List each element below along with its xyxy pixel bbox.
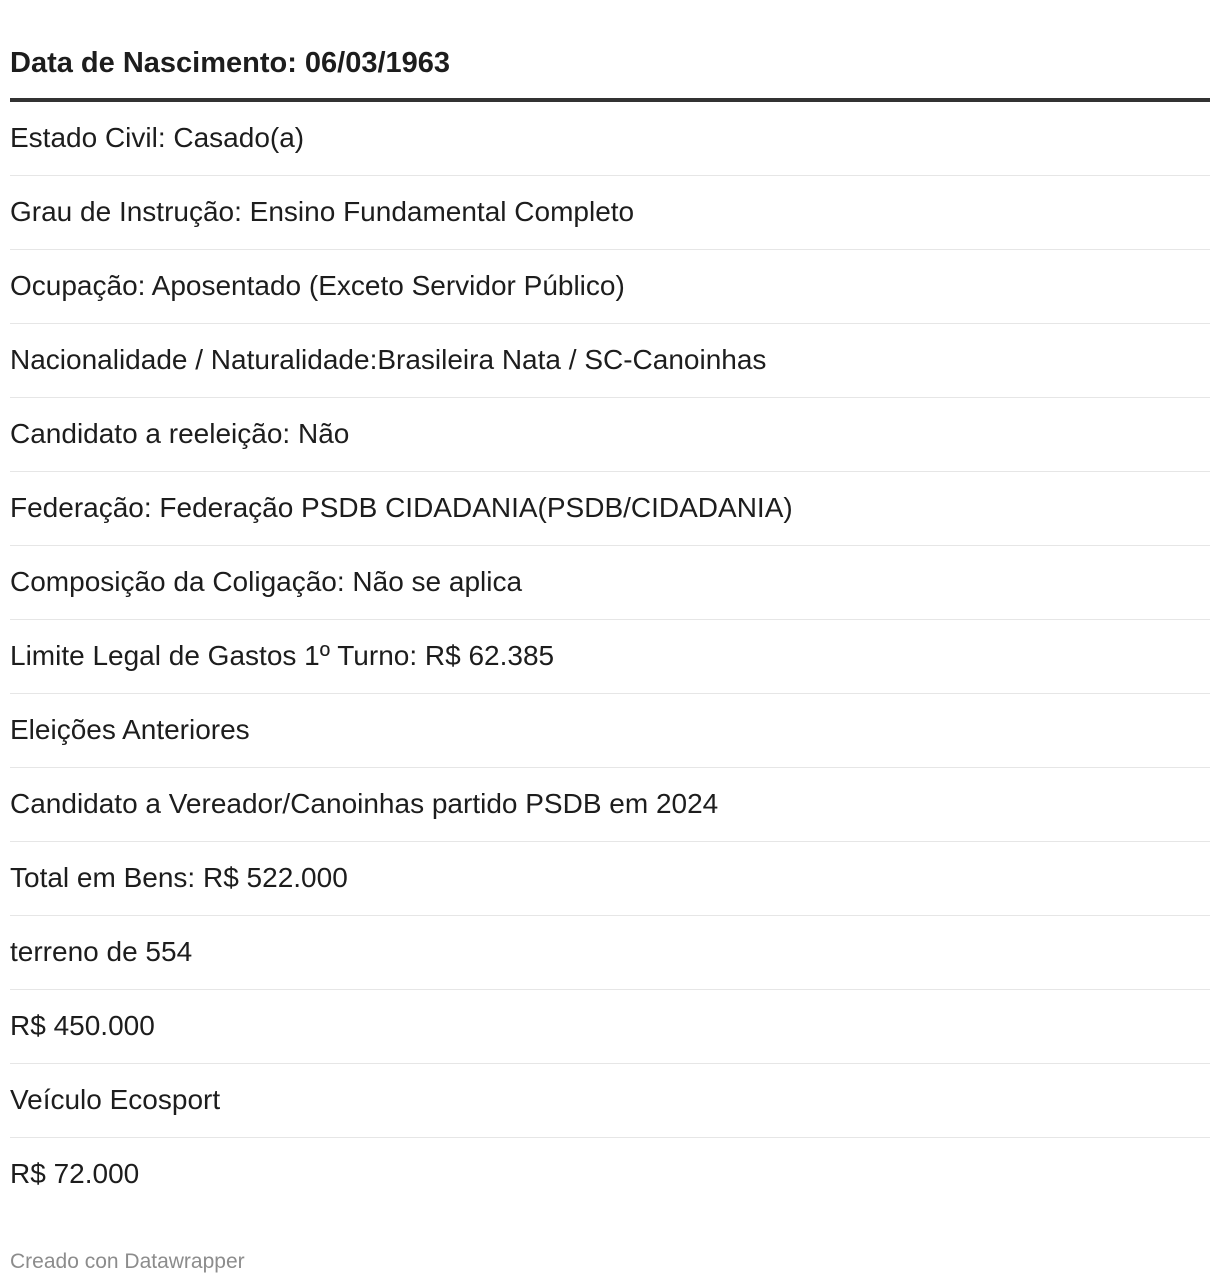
table-cell: Grau de Instrução: Ensino Fundamental Completo xyxy=(10,196,635,227)
datawrapper-credit[interactable]: Creado con Datawrapper xyxy=(10,1250,245,1273)
table-row xyxy=(10,102,1210,176)
table-cell: Federação: Federação PSDB CIDADANIA(PSDB/CIDADANIA) xyxy=(10,492,793,523)
table-row xyxy=(10,990,1210,1064)
table-cell: Ocupação: Aposentado (Exceto Servidor Público) xyxy=(10,270,625,301)
table-header xyxy=(10,0,1210,102)
table-cell: Composição da Coligação: Não se aplica xyxy=(10,566,523,597)
table-cell: R$ 450.000 xyxy=(10,1010,155,1041)
table-cell: Estado Civil: Casado(a) xyxy=(10,122,305,153)
table-row xyxy=(10,176,1210,250)
table-cell: R$ 72.000 xyxy=(10,1158,140,1189)
table-row xyxy=(10,1138,1210,1211)
table-cell: Total em Bens: R$ 522.000 xyxy=(10,862,348,893)
table-row xyxy=(10,916,1210,990)
table-row xyxy=(10,472,1210,546)
table-row xyxy=(10,694,1210,768)
table-cell: Veículo Ecosport xyxy=(10,1084,221,1115)
table-cell: Eleições Anteriores xyxy=(10,714,250,745)
table-row xyxy=(10,546,1210,620)
table-row xyxy=(10,1064,1210,1138)
table-row xyxy=(10,842,1210,916)
table-cell: Nacionalidade / Naturalidade:Brasileira Nata / SC-Canoinhas xyxy=(10,344,767,375)
table-row xyxy=(10,250,1210,324)
table-row xyxy=(10,620,1210,694)
table-cell: Candidato a reeleição: Não xyxy=(10,418,350,449)
info-table xyxy=(10,0,1210,1211)
table-header-label: Data de Nascimento: 06/03/1963 xyxy=(10,47,451,79)
table-cell: Candidato a Vereador/Canoinhas partido PSDB em 2024 xyxy=(10,788,719,819)
table-cell: terreno de 554 xyxy=(10,936,193,967)
table-row xyxy=(10,324,1210,398)
table-cell: Limite Legal de Gastos 1º Turno: R$ 62.385 xyxy=(10,640,555,671)
table-row xyxy=(10,768,1210,842)
table-row xyxy=(10,398,1210,472)
